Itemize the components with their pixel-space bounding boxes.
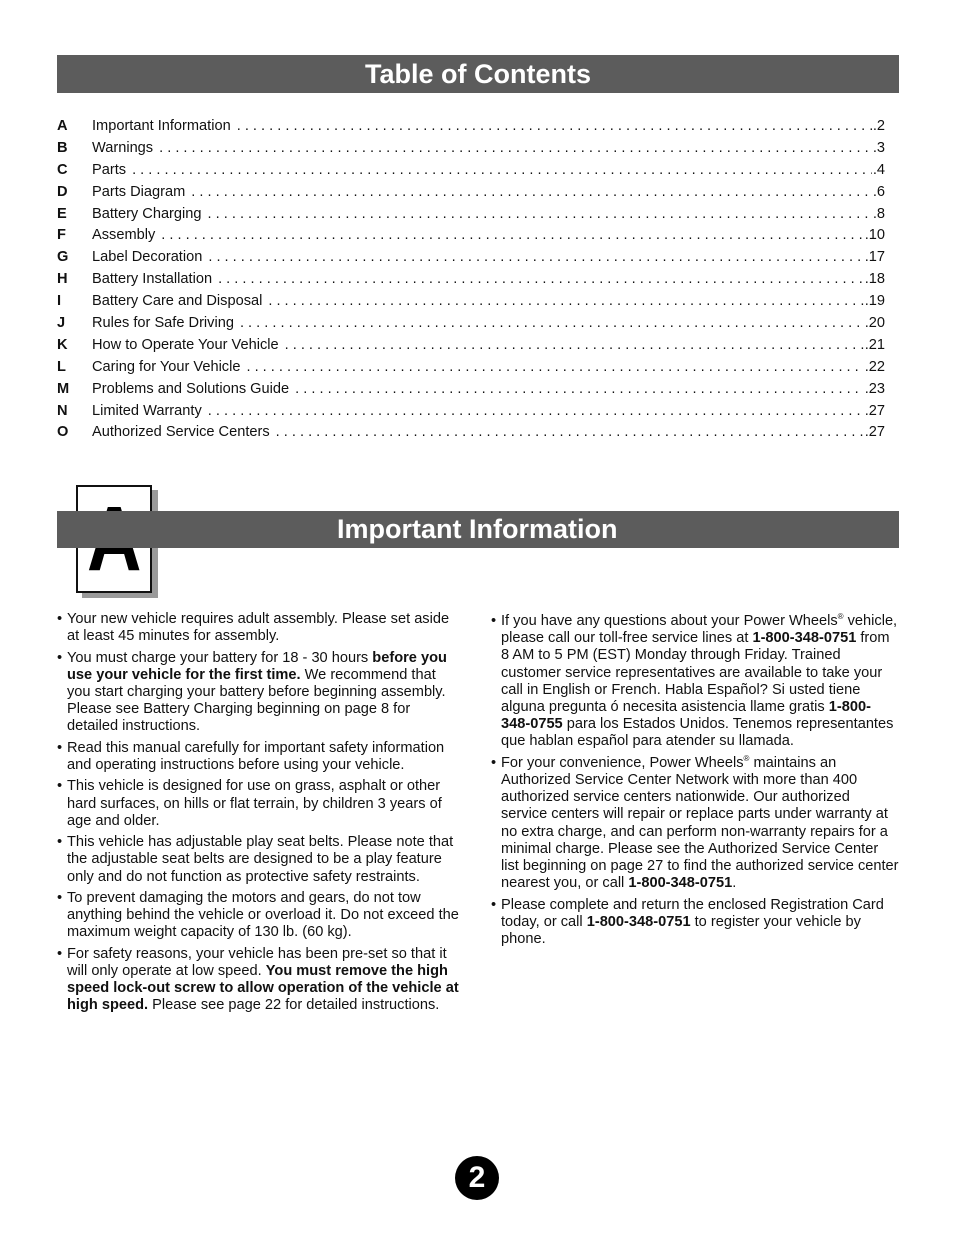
toc-entry-page: .22 [864, 358, 885, 375]
toc-entry-line [92, 247, 885, 269]
toc-entry-page: .10 [864, 227, 885, 244]
toc-entry-leader-dots [237, 116, 872, 138]
toc-entry-title: Rules for Safe Driving [92, 315, 234, 332]
bold-text: 1-800-348-0751 [752, 630, 857, 647]
bullet-text: This vehicle has adjustable play seat belts. Please note that the adjustable seat belts are designed to be a play feature only and do not function as protective safety restraints. [67, 834, 454, 885]
toc-entry-line [92, 269, 885, 291]
toc-entry-letter: C [57, 161, 68, 178]
toc-entry-line [92, 357, 885, 379]
section-header [57, 511, 899, 548]
bullet-text: from 8 AM to 5 PM (EST) Monday through Friday. Trained customer service representatives are available to take your call in English or French. Habla Español? Si usted tiene alguna pregunta ó necesita asistencia llame gratis [501, 630, 890, 716]
info-bullet [491, 755, 899, 893]
toc-entry-leader-dots [208, 247, 863, 269]
info-bullet [57, 946, 462, 1015]
toc-entry-leader-dots [268, 291, 863, 313]
bullet-text: To prevent damaging the motors and gears, do not tow anything behind the vehicle or overload it. Do not exceed the maximum weight capacity of 130 lb. (60 kg). [67, 889, 459, 941]
toc-entry-letter: A [57, 118, 68, 134]
toc-title: Table of Contents [365, 59, 591, 89]
toc-entry-title: Important Information [92, 118, 231, 134]
toc-entry-line [92, 116, 885, 138]
bullet-text: to register your vehicle by phone. [501, 913, 861, 948]
toc-entry-leader-dots [191, 182, 872, 204]
right-column [491, 613, 899, 952]
bullet-text: Please see page 22 for detailed instructions. [148, 997, 440, 1014]
toc-entry-title: Assembly [92, 227, 156, 244]
registered-mark: ® [837, 612, 844, 621]
toc-entry-leader-dots [161, 225, 863, 247]
page-number: 2 [455, 1156, 499, 1200]
toc-entry-title: Battery Care and Disposal [92, 293, 263, 310]
bullet-text: . [732, 875, 737, 892]
toc-entry-leader-dots [246, 357, 863, 379]
toc-entry [57, 269, 885, 291]
toc-entry-letter: M [57, 380, 70, 397]
bold-text: 1-800-348-0755 [501, 699, 871, 733]
toc-entry-page: .21 [864, 336, 885, 353]
toc-entry-title: Warnings [92, 139, 154, 156]
toc-entry [57, 160, 885, 182]
left-column [57, 611, 462, 1019]
toc-entry-leader-dots [285, 335, 864, 357]
bold-text: You must remove the high speed lock-out screw to allow operation of the vehicle at high speed. [67, 962, 459, 1014]
toc-entry-letter: B [57, 139, 68, 156]
info-bullet [57, 740, 462, 774]
bold-text: 1-800-348-0751 [628, 875, 733, 892]
toc-entry-line [92, 204, 885, 226]
toc-entry-page: .23 [864, 380, 885, 397]
bullet-text: para los Estados Unidos. Tenemos representantes que hablan español para atender su llamada. [501, 716, 894, 750]
toc-entry-page: .17 [864, 249, 885, 266]
toc-entry [57, 247, 885, 269]
toc-entry-line [92, 225, 885, 247]
toc-entry-title: Caring for Your Vehicle [92, 358, 241, 375]
toc-entry [57, 225, 885, 247]
toc-entry [57, 422, 885, 444]
toc-entry-page: .18 [864, 271, 885, 288]
toc-entry-letter: I [57, 293, 62, 310]
toc-entry-line [92, 182, 885, 204]
toc-entry-line [92, 401, 885, 423]
bullet-text: Your new vehicle requires adult assembly. Please set aside at least 45 minutes for assembly. [67, 611, 450, 645]
toc-entry-leader-dots [295, 379, 864, 401]
toc-entry-letter: J [57, 315, 66, 332]
bold-text: before you use your vehicle for the first time. [67, 649, 447, 683]
toc-entry [57, 138, 885, 160]
toc-entry-title: Limited Warranty [92, 402, 202, 419]
toc-entry-page: .6 [872, 183, 885, 200]
toc-entry [57, 313, 885, 335]
toc-entry-leader-dots [240, 313, 864, 335]
toc-entry-title: Problems and Solutions Guide [92, 380, 290, 397]
toc-entry-page: .27 [864, 424, 885, 441]
toc-entry-letter: K [57, 336, 68, 353]
bullet-text: We recommend that you start charging your battery before beginning assembly. Please see Battery Charging beginning on page 8 for detailed instructions. [67, 666, 446, 735]
bullet-text: If you have any questions about your Power Wheels [501, 613, 838, 629]
registered-mark: ® [743, 753, 750, 763]
toc-entry-letter: G [57, 249, 69, 266]
toc-entry-title: Battery Installation [92, 271, 213, 288]
toc-entry-title: Authorized Service Centers [92, 424, 270, 441]
info-bullet [57, 611, 462, 645]
toc-entry [57, 335, 885, 357]
toc-entry [57, 182, 885, 204]
bullet-text: Read this manual carefully for important safety information and operating instructions before using your vehicle. [67, 739, 445, 773]
toc-entry-letter: F [57, 227, 66, 244]
toc-entry-letter: L [57, 358, 66, 375]
toc-entry-title: How to Operate Your Vehicle [92, 336, 279, 353]
bullet-text: This vehicle is designed for use on grass, asphalt or other hard surfaces, on hills or flat terrain, by children 3 years of age and older. [67, 778, 442, 829]
toc-entry-letter: H [57, 271, 68, 288]
toc-entry-letter: N [57, 402, 68, 419]
bold-text: 1-800-348-0751 [586, 913, 691, 930]
toc-entry-letter: D [57, 183, 68, 200]
toc-entry-page: .2 [872, 118, 885, 134]
toc-list [57, 116, 885, 444]
toc-entry-leader-dots [276, 422, 864, 444]
toc-header [57, 55, 899, 93]
toc-entry-line [92, 379, 885, 401]
toc-entry-line [92, 422, 885, 444]
toc-entry-title: Parts [92, 161, 127, 178]
bullet-text: vehicle, please call our toll-free service lines at [501, 613, 898, 647]
section-title: Important Information [337, 514, 618, 544]
info-bullet [57, 650, 462, 736]
toc-entry-title: Parts Diagram [92, 183, 186, 200]
bullet-text: You must charge your battery for 18 - 30 hours [67, 649, 373, 666]
info-bullet [491, 897, 899, 949]
toc-entry-leader-dots [159, 138, 872, 160]
toc-entry-line [92, 138, 885, 160]
info-bullet [57, 834, 462, 886]
info-bullet [491, 613, 899, 751]
info-bullet [57, 778, 462, 830]
toc-entry [57, 291, 885, 313]
bullet-text: For your convenience, Power Wheels [501, 754, 744, 771]
toc-entry-line [92, 313, 885, 335]
bullet-text: maintains an Authorized Service Center Network with more than 400 authorized service centers nationwide. Our authorized service centers will repair or replace parts under warranty at no extra charge, and can perform non-warranty repairs for a minimal charge. Please see the Authorized Service Center list beginning on page 27 to find the authorized service center nearest you, or call [501, 754, 899, 892]
toc-entry-letter: O [57, 424, 69, 441]
toc-entry-letter: E [57, 205, 67, 222]
toc-entry-title: Battery Charging [92, 205, 202, 222]
toc-entry-leader-dots [208, 204, 872, 226]
toc-entry-line [92, 160, 885, 182]
toc-entry-leader-dots [132, 160, 872, 182]
toc-entry-page: .27 [864, 402, 885, 419]
toc-entry [57, 379, 885, 401]
toc-entry-leader-dots [208, 401, 864, 423]
toc-entry-page: .19 [864, 293, 885, 310]
toc-entry-page: .4 [872, 161, 885, 178]
bullet-text: For safety reasons, your vehicle has been pre-set so that it will only operate at low speed. [67, 945, 447, 979]
info-bullet [57, 890, 462, 942]
toc-entry [57, 204, 885, 226]
toc-entry-page: .8 [872, 205, 885, 222]
toc-entry-line [92, 335, 885, 357]
toc-entry-leader-dots [218, 269, 864, 291]
toc-entry-title: Label Decoration [92, 249, 203, 266]
toc-entry [57, 116, 885, 138]
toc-entry-page: .3 [872, 139, 885, 156]
toc-entry-page: .20 [864, 315, 885, 332]
bullet-text: Please complete and return the enclosed Registration Card today, or call [501, 896, 884, 930]
toc-entry-line [92, 291, 885, 313]
toc-entry [57, 401, 885, 423]
toc-entry [57, 357, 885, 379]
